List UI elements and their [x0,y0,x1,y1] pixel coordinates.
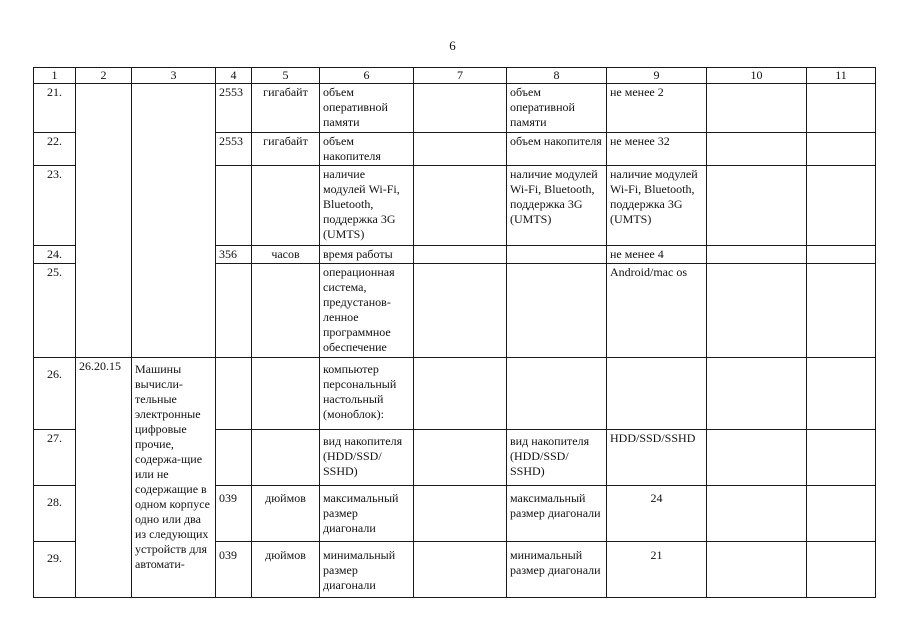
column-10-cell [707,486,807,542]
column-7-cell [414,358,507,430]
table-row [34,84,876,133]
header-cell: 8 [507,68,607,84]
header-cell: 4 [216,68,252,84]
characteristic-name: объем накопителя [320,133,414,166]
okpd2-code: 26.20.15 [76,358,132,598]
column-11-cell [807,84,876,133]
okei-code: 356 [216,246,252,264]
column-11-cell [807,133,876,166]
characteristic-name: максимальный размер диагонали [320,486,414,542]
header-cell: 1 [34,68,76,84]
header-cell: 10 [707,68,807,84]
unit-name [252,166,320,246]
unit-name: дюймов [252,542,320,598]
characteristic-name-approved: вид накопителя (HDD/SSD/ SSHD) [507,430,607,486]
row-number: 26. [34,358,76,430]
group-code-cell-empty [76,84,132,358]
row-number: 27. [34,430,76,486]
characteristic-name: объем оперативной памяти [320,84,414,133]
characteristic-value: Android/mac os [607,264,707,358]
column-11-cell [807,486,876,542]
okei-code: 2553 [216,84,252,133]
unit-name [252,430,320,486]
row-number: 29. [34,542,76,598]
okei-code [216,166,252,246]
column-10-cell [707,358,807,430]
column-10-cell [707,264,807,358]
header-cell: 5 [252,68,320,84]
column-11-cell [807,264,876,358]
column-7-cell [414,246,507,264]
okei-code [216,430,252,486]
characteristic-name-approved: объем оперативной памяти [507,84,607,133]
row-number: 22. [34,133,76,166]
group-name-cell-empty [132,84,216,358]
table-row [34,358,876,430]
unit-name: гигабайт [252,84,320,133]
column-7-cell [414,430,507,486]
column-10-cell [707,542,807,598]
unit-name [252,358,320,430]
header-cell: 11 [807,68,876,84]
page-number: 6 [449,38,456,53]
row-number: 28. [34,486,76,542]
header-cell: 6 [320,68,414,84]
header-cell: 7 [414,68,507,84]
characteristic-name: компьютер персональный настольный (моноблок): [320,358,414,430]
unit-name [252,264,320,358]
okei-code [216,358,252,430]
column-7-cell [414,133,507,166]
unit-name: часов [252,246,320,264]
row-number: 21. [34,84,76,133]
characteristic-value: 21 [607,542,707,598]
column-11-cell [807,542,876,598]
column-10-cell [707,133,807,166]
column-7-cell [414,166,507,246]
characteristic-value: не менее 2 [607,84,707,133]
column-11-cell [807,430,876,486]
header-cell: 3 [132,68,216,84]
column-11-cell [807,358,876,430]
characteristic-value: не менее 32 [607,133,707,166]
characteristic-name: время работы [320,246,414,264]
okei-code: 039 [216,542,252,598]
characteristic-name-approved: объем накопителя [507,133,607,166]
characteristic-name-approved: наличие модулей Wi-Fi, Bluetooth, поддержка 3G (UMTS) [507,166,607,246]
characteristic-name-approved [507,264,607,358]
product-name: Машины вычисли-тельные электронные цифровые прочие, содержа-щие или не содержащие в одном корпусе одно или два из следующих устройств для автомати- [132,358,216,598]
unit-name: гигабайт [252,133,320,166]
characteristic-name-approved [507,246,607,264]
specification-table [33,67,876,598]
okei-code: 039 [216,486,252,542]
characteristic-name: вид накопителя (HDD/SSD/ SSHD) [320,430,414,486]
column-7-cell [414,264,507,358]
unit-name: дюймов [252,486,320,542]
column-7-cell [414,542,507,598]
okei-code: 2553 [216,133,252,166]
row-number: 23. [34,166,76,246]
characteristic-name-approved [507,358,607,430]
characteristic-name: операционная система, предустанов-ленное программное обеспечение [320,264,414,358]
characteristic-name-approved: минимальный размер диагонали [507,542,607,598]
characteristic-name: минимальный размер диагонали [320,542,414,598]
row-number: 25. [34,264,76,358]
okei-code [216,264,252,358]
column-10-cell [707,166,807,246]
characteristic-name: наличие модулей Wi-Fi, Bluetooth, поддержка 3G (UMTS) [320,166,414,246]
column-7-cell [414,84,507,133]
column-10-cell [707,430,807,486]
header-row [34,68,876,84]
row-number: 24. [34,246,76,264]
header-cell: 2 [76,68,132,84]
characteristic-value: не менее 4 [607,246,707,264]
column-11-cell [807,166,876,246]
characteristic-value: HDD/SSD/SSHD [607,430,707,486]
characteristic-value [607,358,707,430]
column-10-cell [707,84,807,133]
characteristic-name-approved: максимальный размер диагонали [507,486,607,542]
column-10-cell [707,246,807,264]
column-11-cell [807,246,876,264]
header-cell: 9 [607,68,707,84]
column-7-cell [414,486,507,542]
characteristic-value: 24 [607,486,707,542]
characteristic-value: наличие модулей Wi-Fi, Bluetooth, поддержка 3G (UMTS) [607,166,707,246]
